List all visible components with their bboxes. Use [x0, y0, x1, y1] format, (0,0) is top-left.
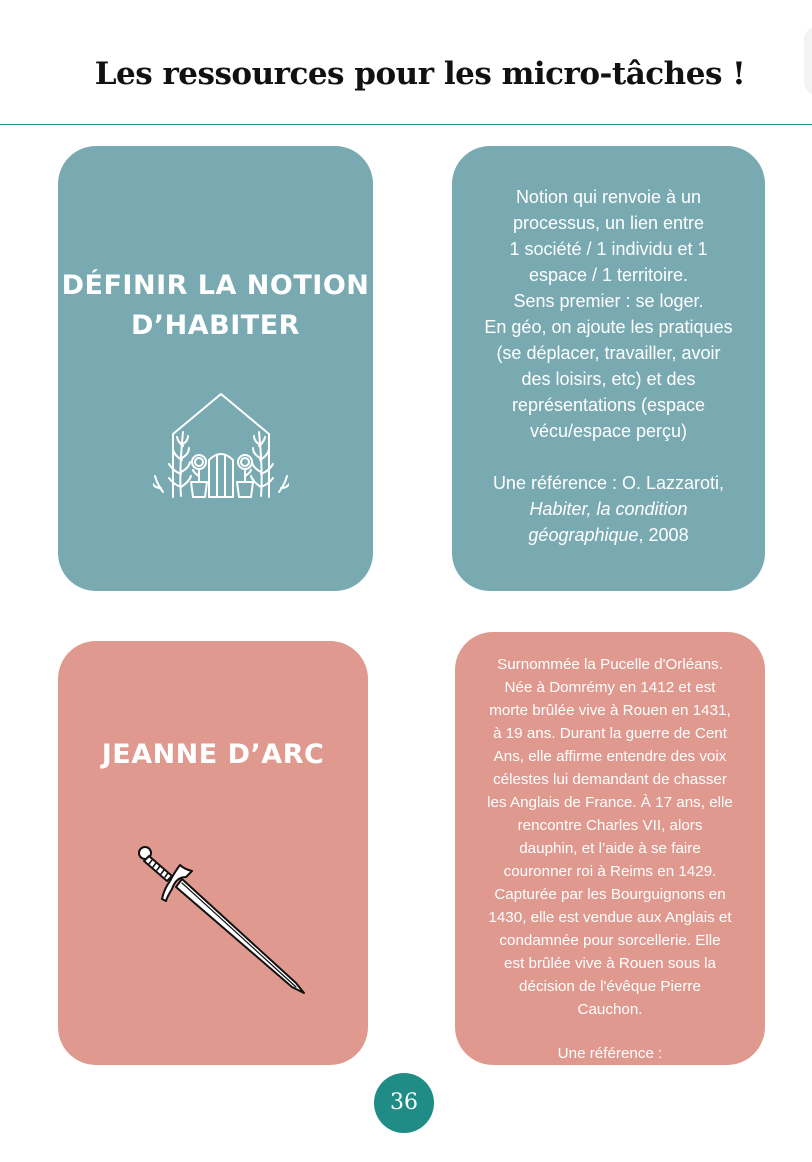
definition-line: Notion qui renvoie à un — [515, 187, 702, 207]
card-jeanne-heading — [58, 641, 368, 1065]
sword-icon — [136, 843, 308, 995]
definition-line: Surnommée la Pucelle d'Orléans. — [497, 656, 723, 673]
definition-text — [471, 653, 749, 1065]
definition-line: les Anglais de France. À 17 ans, elle — [487, 794, 733, 811]
reference-title-line — [468, 522, 749, 548]
definition-line: vécu/espace perçu) — [529, 421, 688, 441]
definition-line: 1 société / 1 individu et 1 — [509, 239, 708, 259]
definition-line: rencontre Charles VII, alors — [517, 817, 703, 834]
heading-line: D’HABITER — [131, 310, 300, 341]
card-habiter-heading — [58, 146, 373, 591]
definition-line: condamnée pour sorcellerie. Elle — [499, 932, 721, 949]
definition-line: dauphin, et l’aide à se faire — [519, 840, 701, 857]
reference-line: Une référence : — [557, 1045, 663, 1062]
definition-line: célestes lui demandant de chasser — [493, 771, 727, 788]
definition-line: Capturée par les Bourguignons en — [494, 886, 726, 903]
definition-line: représentations (espace — [511, 395, 706, 415]
definition-line: Sens premier : se loger. — [513, 291, 704, 311]
definition-line: processus, un lien entre — [512, 213, 705, 233]
definition-line: est brûlée vive à Rouen sous la — [504, 955, 716, 972]
card-heading — [58, 266, 373, 346]
card-jeanne-definition — [455, 632, 765, 1065]
definition-text — [468, 184, 749, 548]
reference-title-line — [468, 496, 749, 522]
reference-title: Habiter, la condition — [529, 499, 688, 519]
definition-line: Ans, elle affirme entendre des voix — [493, 748, 727, 765]
card-habiter-definition — [452, 146, 765, 591]
definition-line: 1430, elle est vendue aux Anglais et — [488, 909, 732, 926]
definition-line: (se déplacer, travailler, avoir — [496, 343, 721, 363]
house-plants-icon — [153, 392, 289, 500]
definition-line: à 19 ans. Durant la guerre de Cent — [493, 725, 727, 742]
definition-line: Née à Domrémy en 1412 et est — [504, 679, 716, 696]
title-divider — [0, 124, 812, 125]
definition-line: En géo, on ajoute les pratiques — [484, 317, 733, 337]
card-heading: JEANNE D’ARC — [101, 739, 325, 770]
page-number: 36 — [374, 1073, 434, 1133]
heading-line: DÉFINIR LA NOTION — [61, 270, 370, 301]
reference-year: , 2008 — [638, 525, 689, 545]
definition-line: espace / 1 territoire. — [528, 265, 689, 285]
page-title: Les ressources pour les micro-tâches ! — [94, 56, 746, 92]
reference-line: Une référence : O. Lazzaroti, — [492, 473, 725, 493]
reference-title: géographique — [528, 525, 639, 545]
definition-line: des loisirs, etc) et des — [521, 369, 696, 389]
definition-line: morte brûlée vive à Rouen en 1431, — [489, 702, 731, 719]
definition-line: Cauchon. — [577, 1001, 643, 1018]
definition-line: couronner roi à Reims en 1429. — [503, 863, 717, 880]
definition-line: décision de l'évêque Pierre — [519, 978, 701, 995]
